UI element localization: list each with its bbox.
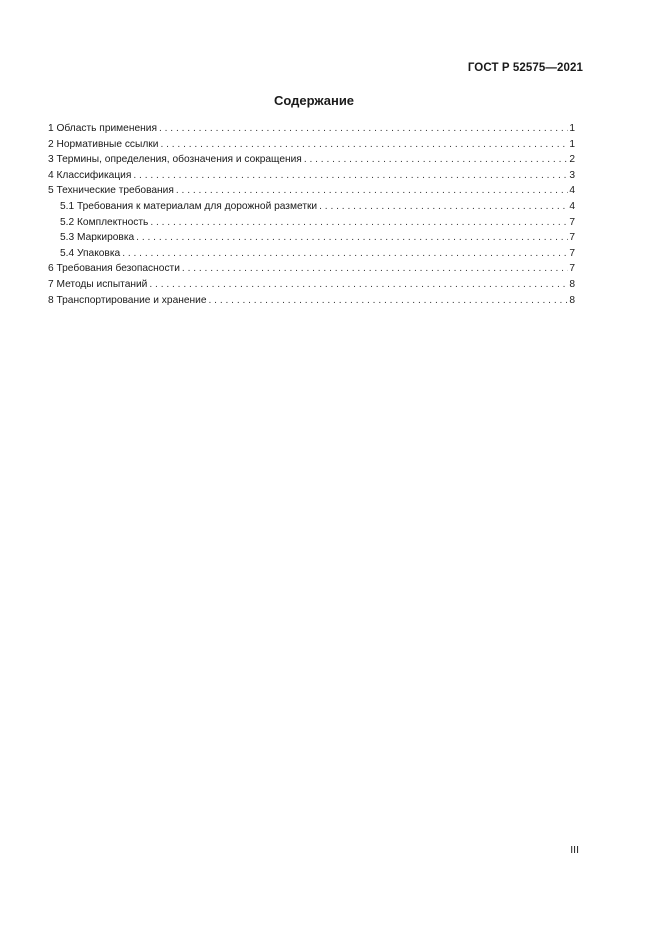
toc-entry-scope[interactable]: [48, 121, 575, 137]
toc-entry-label: 5.2 Комплектность: [60, 216, 149, 228]
toc-entry-label: 3 Термины, определения, обозначения и сокращения: [48, 154, 302, 166]
toc-entry-label: 2 Нормативные ссылки: [48, 138, 159, 150]
toc-dot-leader: [136, 230, 568, 246]
toc-entry-terms[interactable]: [48, 152, 575, 168]
toc-dot-leader: [176, 183, 568, 199]
toc-entry-test-methods[interactable]: [48, 277, 575, 293]
toc-entry-page: 8: [569, 278, 575, 290]
toc-entry-page: 7: [569, 247, 575, 259]
toc-entry-label: 7 Методы испытаний: [48, 278, 148, 290]
toc-entry-safety-requirements[interactable]: [48, 261, 575, 277]
toc-entry-page: 1: [569, 123, 575, 134]
toc-entry-normative-references[interactable]: [48, 137, 575, 153]
toc-dot-leader: [182, 261, 568, 277]
table-of-contents: [48, 121, 575, 308]
toc-entry-label: 8 Транспортирование и хранение: [48, 294, 207, 306]
toc-entry-page: 4: [569, 200, 575, 212]
toc-entry-label: 1 Область применения: [48, 123, 157, 134]
toc-entry-label: 6 Требования безопасности: [48, 263, 180, 275]
toc-entry-page: 2: [569, 154, 575, 166]
toc-entry-page: 7: [569, 216, 575, 228]
toc-entry-classification[interactable]: [48, 168, 575, 184]
toc-dot-leader: [159, 121, 568, 137]
toc-entry-page: 8: [569, 294, 575, 306]
toc-dot-leader: [304, 152, 569, 168]
toc-dot-leader: [149, 277, 568, 293]
toc-entry-label: 4 Классификация: [48, 169, 132, 181]
toc-dot-leader: [122, 246, 568, 262]
toc-dot-leader: [160, 137, 568, 153]
toc-entry-transport-storage[interactable]: [48, 293, 575, 309]
toc-entry-page: 7: [569, 232, 575, 244]
toc-entry-page: 1: [569, 138, 575, 150]
toc-entry-label: 5.3 Маркировка: [60, 232, 135, 244]
toc-dot-leader: [209, 293, 569, 309]
toc-title: Содержание: [273, 93, 355, 108]
toc-entry-label: 5.4 Упаковка: [60, 247, 121, 259]
toc-entry-label: 5 Технические требования: [48, 185, 174, 197]
toc-entry-material-requirements[interactable]: [48, 199, 575, 215]
toc-dot-leader: [150, 215, 568, 231]
toc-dot-leader: [133, 168, 568, 184]
toc-entry-marking[interactable]: [48, 230, 575, 246]
toc-entry-label: 5.1 Требования к материалам для дорожной разметки: [60, 200, 318, 212]
page-number: III: [570, 844, 579, 856]
toc-entry-completeness[interactable]: [48, 215, 575, 231]
toc-entry-packaging[interactable]: [48, 246, 575, 262]
toc-entry-page: 4: [569, 185, 575, 197]
toc-entry-page: 7: [569, 263, 575, 275]
document-code: ГОСТ Р 52575—2021: [467, 62, 583, 74]
toc-dot-leader: [319, 199, 568, 215]
toc-entry-page: 3: [569, 169, 575, 181]
toc-entry-technical-requirements[interactable]: [48, 183, 575, 199]
